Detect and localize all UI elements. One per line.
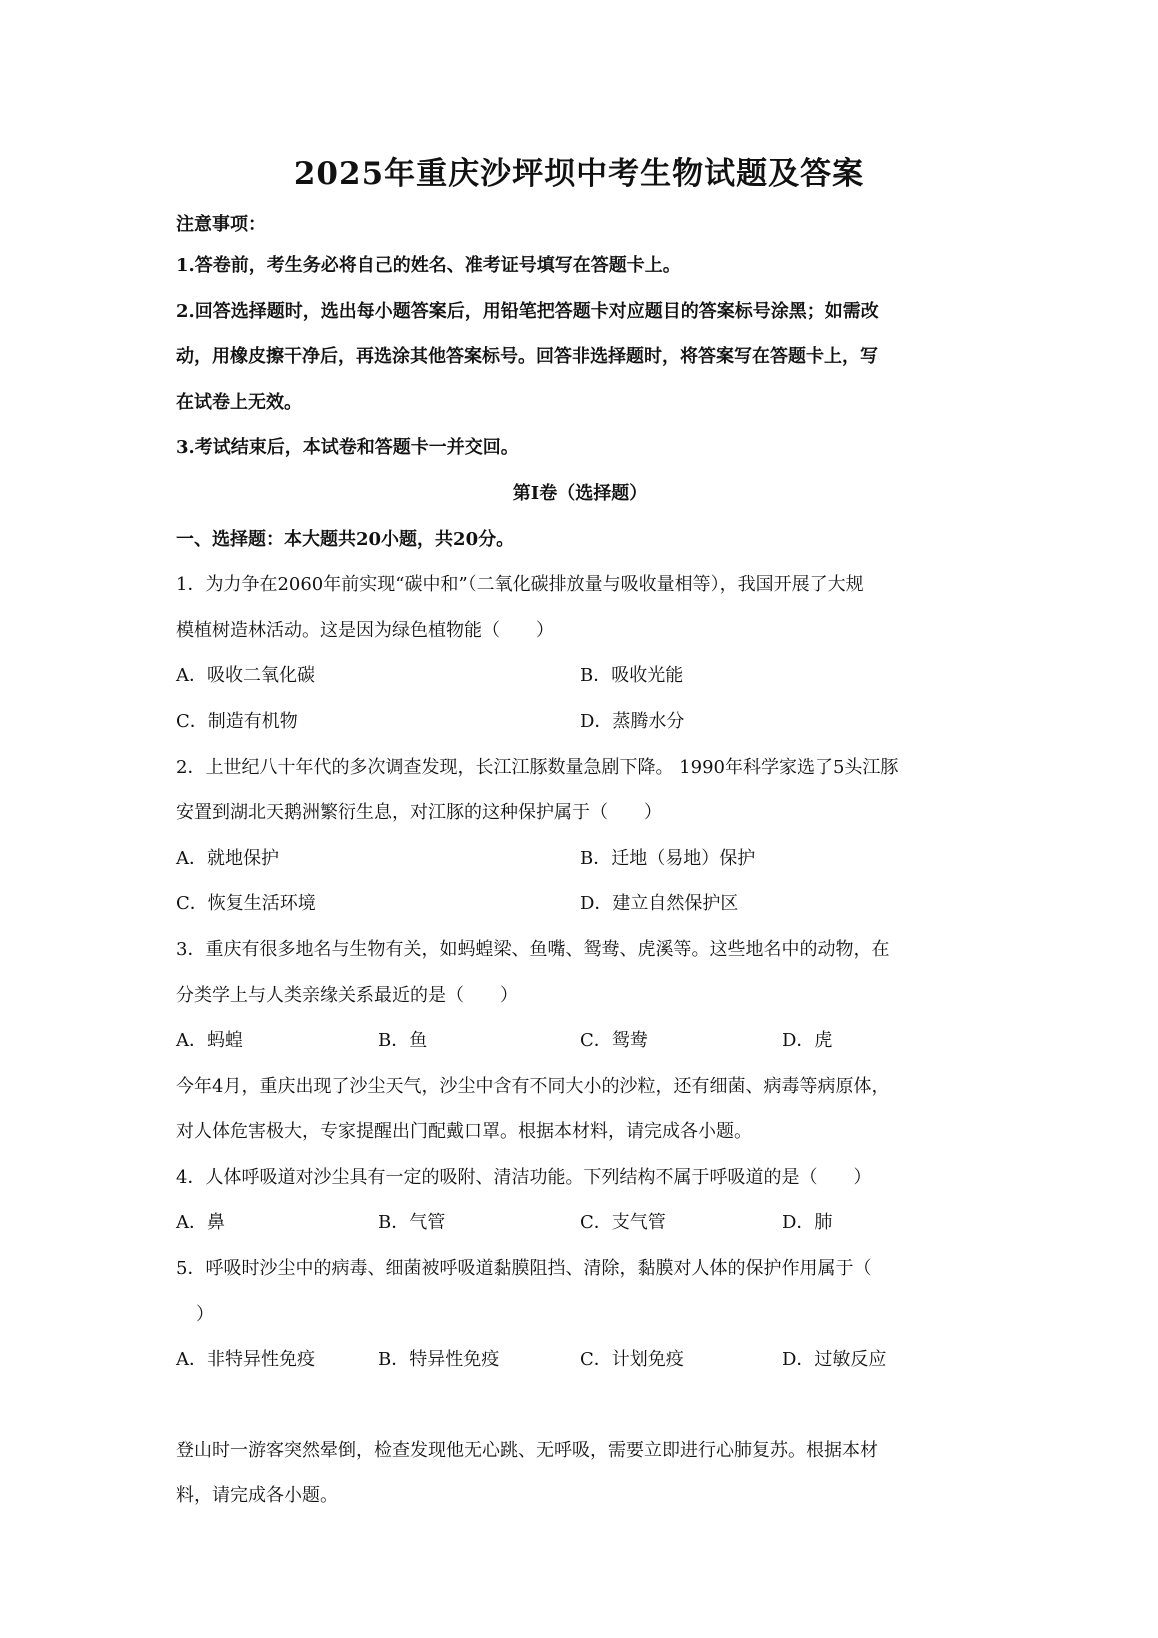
question-1-options — [176, 653, 984, 699]
option-d: D．过敏反应 — [782, 1349, 887, 1371]
document-body — [176, 207, 984, 1519]
material-line: 对人体危害极大，专家提醒出门配戴口罩。根据本材料，请完成各小题。 — [176, 1121, 752, 1143]
option-b: B．迁地（易地）保护 — [580, 847, 756, 869]
material-line: 今年4月，重庆出现了沙尘天气，沙尘中含有不同大小的沙粒，还有细菌、病毒等病原体， — [176, 1075, 890, 1097]
question-5-line: 5．呼吸时沙尘中的病毒、细菌被呼吸道黏膜阻挡、清除，黏膜对人体的保护作用属于（ — [176, 1258, 872, 1280]
option-a: A．吸收二氧化碳 — [176, 665, 315, 687]
note-line: 1.答卷前，考生务必将自己的姓名、准考证号填写在答题卡上。 — [176, 255, 681, 276]
option-b: B．吸收光能 — [580, 665, 684, 687]
material-line: 登山时一游客突然晕倒，检查发现他无心跳、无呼吸，需要立即进行心肺复苏。根据本材 — [176, 1439, 878, 1461]
blank-space — [176, 1383, 984, 1428]
option-b: B．气管 — [378, 1212, 446, 1234]
option-d: D．肺 — [782, 1212, 833, 1234]
notes-heading: 注意事项： — [176, 214, 266, 235]
question-2-line: 安置到湖北天鹅洲繁衍生息，对江豚的这种保护属于（ ） — [176, 802, 662, 824]
question-5-options — [176, 1337, 984, 1383]
note-line: 在试卷上无效。 — [176, 391, 302, 413]
question-1-line: 模植树造林活动。这是因为绿色植物能（ ） — [176, 619, 554, 641]
question-3-line: 分类学上与人类亲缘关系最近的是（ ） — [176, 984, 518, 1006]
option-d: D．虎 — [782, 1030, 833, 1052]
question-3-line: 3．重庆有很多地名与生物有关，如蚂蝗梁、鱼嘴、鸳鸯、虎溪等。这些地名中的动物，在 — [176, 938, 890, 960]
option-d: D．蒸腾水分 — [580, 710, 685, 732]
question-2-options — [176, 836, 984, 882]
question-1-line: 1．为力争在2060年前实现“碳中和”（二氧化碳排放量与吸收量相等），我国开展了大规 — [176, 574, 864, 596]
option-b: B．鱼 — [378, 1030, 428, 1052]
question-2-line: 2．上世纪八十年代的多次调查发现，长江江豚数量急剧下降。 1990年科学家选了5头江豚 — [176, 756, 899, 778]
question-3-options — [176, 1018, 984, 1064]
question-1-options — [176, 699, 984, 745]
option-c: C．制造有机物 — [176, 710, 298, 732]
option-a: A．非特异性免疫 — [176, 1349, 315, 1371]
option-c: C．支气管 — [580, 1212, 666, 1234]
material-line: 料，请完成各小题。 — [176, 1485, 338, 1507]
option-c: C．鸳鸯 — [580, 1030, 648, 1052]
part-heading: 一、选择题：本大题共20小题，共20分。 — [176, 528, 515, 550]
option-c: C．计划免疫 — [580, 1349, 684, 1371]
question-4-line: 4．人体呼吸道对沙尘具有一定的吸附、清洁功能。下列结构不属于呼吸道的是（ ） — [176, 1166, 872, 1188]
option-c: C．恢复生活环境 — [176, 893, 316, 915]
option-a: A．就地保护 — [176, 847, 279, 869]
note-line: 2.回答选择题时，选出每小题答案后，用铅笔把答题卡对应题目的答案标号涂黑；如需改 — [176, 300, 879, 322]
option-d: D．建立自然保护区 — [580, 893, 739, 915]
option-a: A．鼻 — [176, 1212, 225, 1234]
note-line: 3.考试结束后，本试卷和答题卡一并交回。 — [176, 437, 519, 459]
option-b: B．特异性免疫 — [378, 1349, 500, 1371]
document-title: 2025年重庆沙坪坝中考生物试题及答案 — [293, 156, 865, 192]
option-a: A．蚂蝗 — [176, 1030, 243, 1052]
question-4-options — [176, 1200, 984, 1246]
note-line: 动，用橡皮擦干净后，再选涂其他答案标号。回答非选择题时，将答案写在答题卡上，写 — [176, 346, 878, 368]
section-title: 第Ⅰ卷（选择题） — [512, 482, 648, 504]
question-2-options — [176, 881, 984, 927]
question-5-line: ） — [196, 1303, 214, 1325]
